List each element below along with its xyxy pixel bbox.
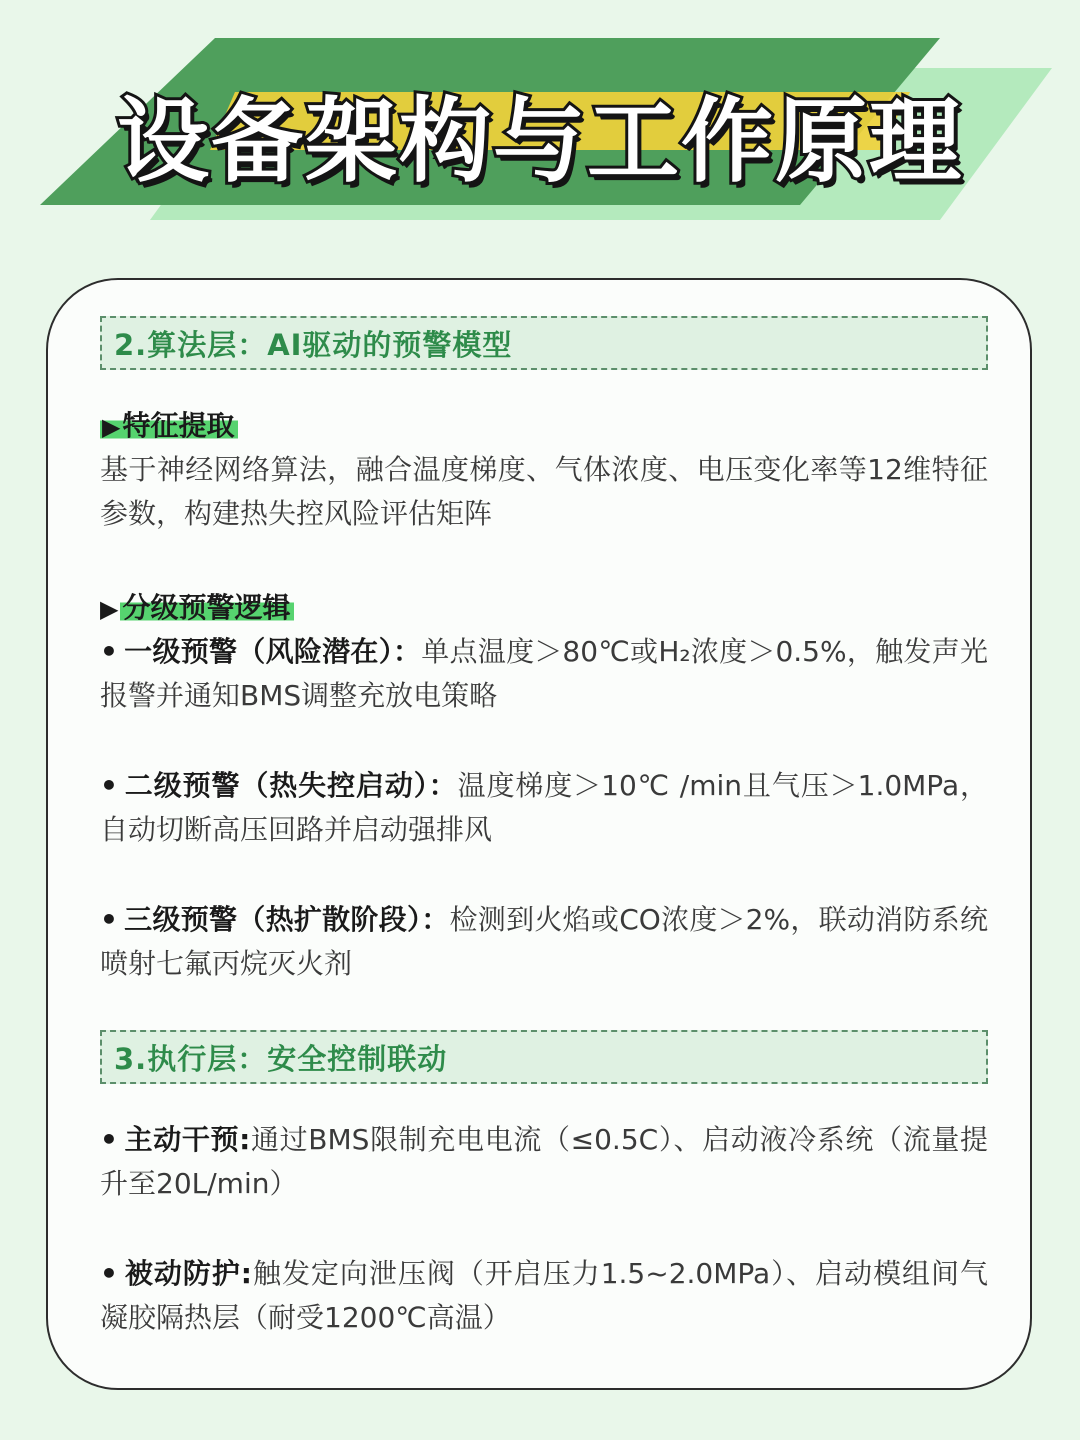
- subsection-label: 特征提取: [122, 409, 235, 442]
- item-text: 触发定向泄压阀（开启压力1.5~2.0MPa）、启动模组间气凝胶隔热层（耐受1200℃高温）: [100, 1257, 988, 1334]
- subsection-title-logic: [100, 586, 988, 626]
- bullet-icon: •: [100, 635, 118, 668]
- item-text: 单点温度＞80℃或H₂浓度＞0.5%，触发声光报警并通知BMS调整充放电策略: [100, 635, 988, 712]
- item-text: 温度梯度＞10℃ /min且气压＞1.0MPa，自动切断高压回路并启动强排风: [100, 769, 988, 846]
- subsection-title-feature: [100, 404, 988, 444]
- triangle-arrow-icon: ▶: [102, 413, 121, 441]
- list-item-warning-1: [100, 630, 988, 718]
- list-item-active: [100, 1118, 988, 1206]
- list-item-passive: [100, 1252, 988, 1340]
- bullet-icon: •: [100, 1257, 118, 1290]
- triangle-arrow-icon: ▶: [100, 595, 119, 623]
- list-item-warning-3: [100, 898, 988, 986]
- subsection-label: 分级预警逻辑: [120, 591, 294, 624]
- item-label: 一级预警（风险潜在）：: [123, 635, 422, 668]
- section-header-execution: [100, 1030, 988, 1084]
- item-text: 检测到火焰或CO浓度＞2%，联动消防系统喷射七氟丙烷灭火剂: [100, 903, 988, 980]
- card-content: [100, 316, 988, 1386]
- title-banner: [0, 0, 1080, 260]
- item-label: 主动干预:: [123, 1123, 251, 1156]
- section-header-label: 3.执行层：安全控制联动: [114, 1041, 448, 1076]
- section-header-label: 2.算法层：AI驱动的预警模型: [114, 327, 513, 362]
- content-card: [46, 278, 1032, 1390]
- section-header-algorithm: [100, 316, 988, 370]
- item-label: 被动防护:: [123, 1257, 252, 1290]
- bullet-icon: •: [100, 769, 118, 802]
- bullet-icon: •: [100, 1123, 118, 1156]
- bullet-icon: •: [100, 903, 118, 936]
- item-text: 通过BMS限制充电电流（≤0.5C）、启动液冷系统（流量提升至20L/min）: [100, 1123, 988, 1200]
- feature-paragraph: 基于神经网络算法，融合温度梯度、气体浓度、电压变化率等12维特征参数，构建热失控风险评估矩阵: [100, 453, 988, 530]
- item-label: 三级预警（热扩散阶段）：: [123, 903, 450, 936]
- list-item-warning-2: [100, 764, 988, 852]
- page-title: 设备架构与工作原理: [116, 88, 963, 195]
- item-label: 二级预警（热失控启动）：: [123, 769, 458, 802]
